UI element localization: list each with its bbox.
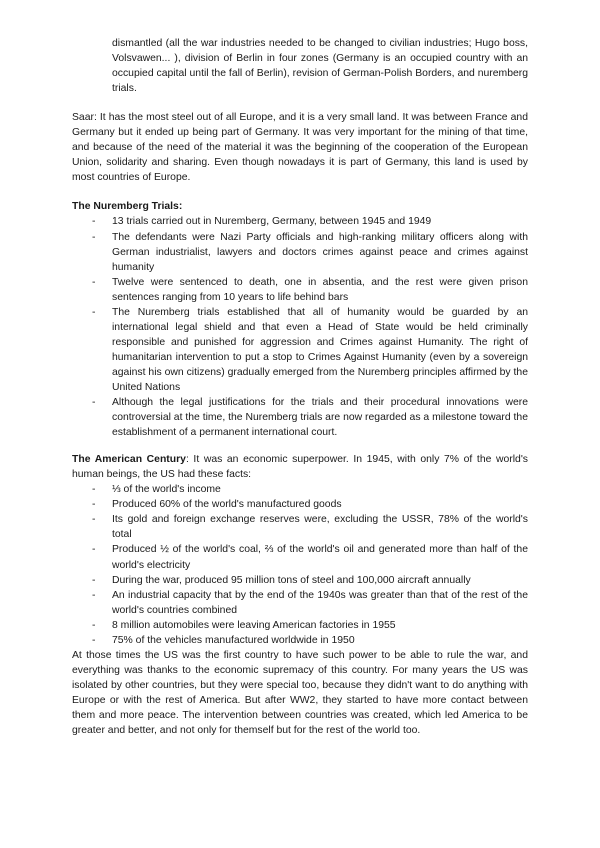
list-item: - Produced 60% of the world's manufactured goods xyxy=(92,499,342,511)
american-closing-paragraph: At those times the US was the first country to have such power to be able to rule the war, and everything was thanks to the economic supremacy of this country. For many years the US was isolated by other countries, but they were special too, because they didn't want to do anything with Europe or with the rest of America. But after WW2, they started to have more contact between them and more peace. The intervention between countries was created, which led America to be greater and better, and not only for themself but for the rest of the world too. xyxy=(72,649,528,737)
continuation-paragraph: dismantled (all the war industries needed to be changed to civilian industries; Hugo boss, Volsvawen... ), division of Berlin in four zones (Germany is an occupied country with an occupied capital until the fall of Berlin), revision of German-Polish Borders, and nuremberg trials. xyxy=(112,38,528,95)
list-item: - The defendants were Nazi Party officials and high-ranking military officers along with German industrialist, lawyers and doctors crimes against peace and crimes against humanity xyxy=(92,231,528,273)
spacer xyxy=(72,440,528,452)
list-item: - 8 million automobiles were leaving American factories in 1955 xyxy=(92,619,396,631)
american-list xyxy=(72,482,528,648)
list-item: - 75% of the vehicles manufactured worldwide in 1950 xyxy=(92,634,355,646)
spacer xyxy=(72,96,528,110)
list-item: - Although the legal justifications for the trials and their procedural innovations were controversial at the time, the Nuremberg trials are now regarded as a milestone toward the establishment of a permanent international court. xyxy=(92,397,528,439)
saar-paragraph: Saar: It has the most steel out of all Europe, and it is a very small land. It was between France and Germany but it ended up being part of Germany. It was very important for the mining of that time, and because of the need of the material it was the beginning of the cooperation of the European Union, solidarity and sharing. Even though nowadays it is part of Germany, this land is used by most countries of Europe. xyxy=(72,112,528,184)
list-item: - Produced ½ of the world's coal, ⅔ of the world's oil and generated more than half of the world's electricity xyxy=(92,544,528,571)
list-item: - During the war, produced 95 million tons of steel and 100,000 aircraft annually xyxy=(92,574,471,586)
list-item: - The Nuremberg trials established that all of humanity would be guarded by an international legal shield and that even a Head of State would be held criminally responsible and punished for aggression and Crimes against Humanity. The right of humanitarian intervention to put a stop to Crimes Against Humanity (even by a sovereign against his own citizens) gradually emerged from the Nuremberg principles affirmed by the United Nations xyxy=(92,306,528,393)
american-heading: The American Century xyxy=(72,454,186,466)
list-item: - ⅓ of the world's income xyxy=(92,484,221,496)
nuremberg-heading: The Nuremberg Trials: xyxy=(72,201,183,213)
list-item: - An industrial capacity that by the end of the 1940s was greater than that of the rest of the world's countries combined xyxy=(92,589,528,616)
list-item: - 13 trials carried out in Nuremberg, Germany, between 1945 and 1949 xyxy=(92,216,432,228)
list-item: - Its gold and foreign exchange reserves were, excluding the USSR, 78% of the world's total xyxy=(92,514,528,541)
spacer xyxy=(72,185,528,199)
american-intro-paragraph: The American Century: It was an economic superpower. In 1945, with only 7% of the world's human beings, the US had these facts: xyxy=(72,454,528,481)
nuremberg-list xyxy=(72,214,528,440)
document-page xyxy=(72,36,528,738)
list-item: - Twelve were sentenced to death, one in absentia, and the rest were given prison sentences ranging from 10 years to life behind bars xyxy=(92,276,528,303)
